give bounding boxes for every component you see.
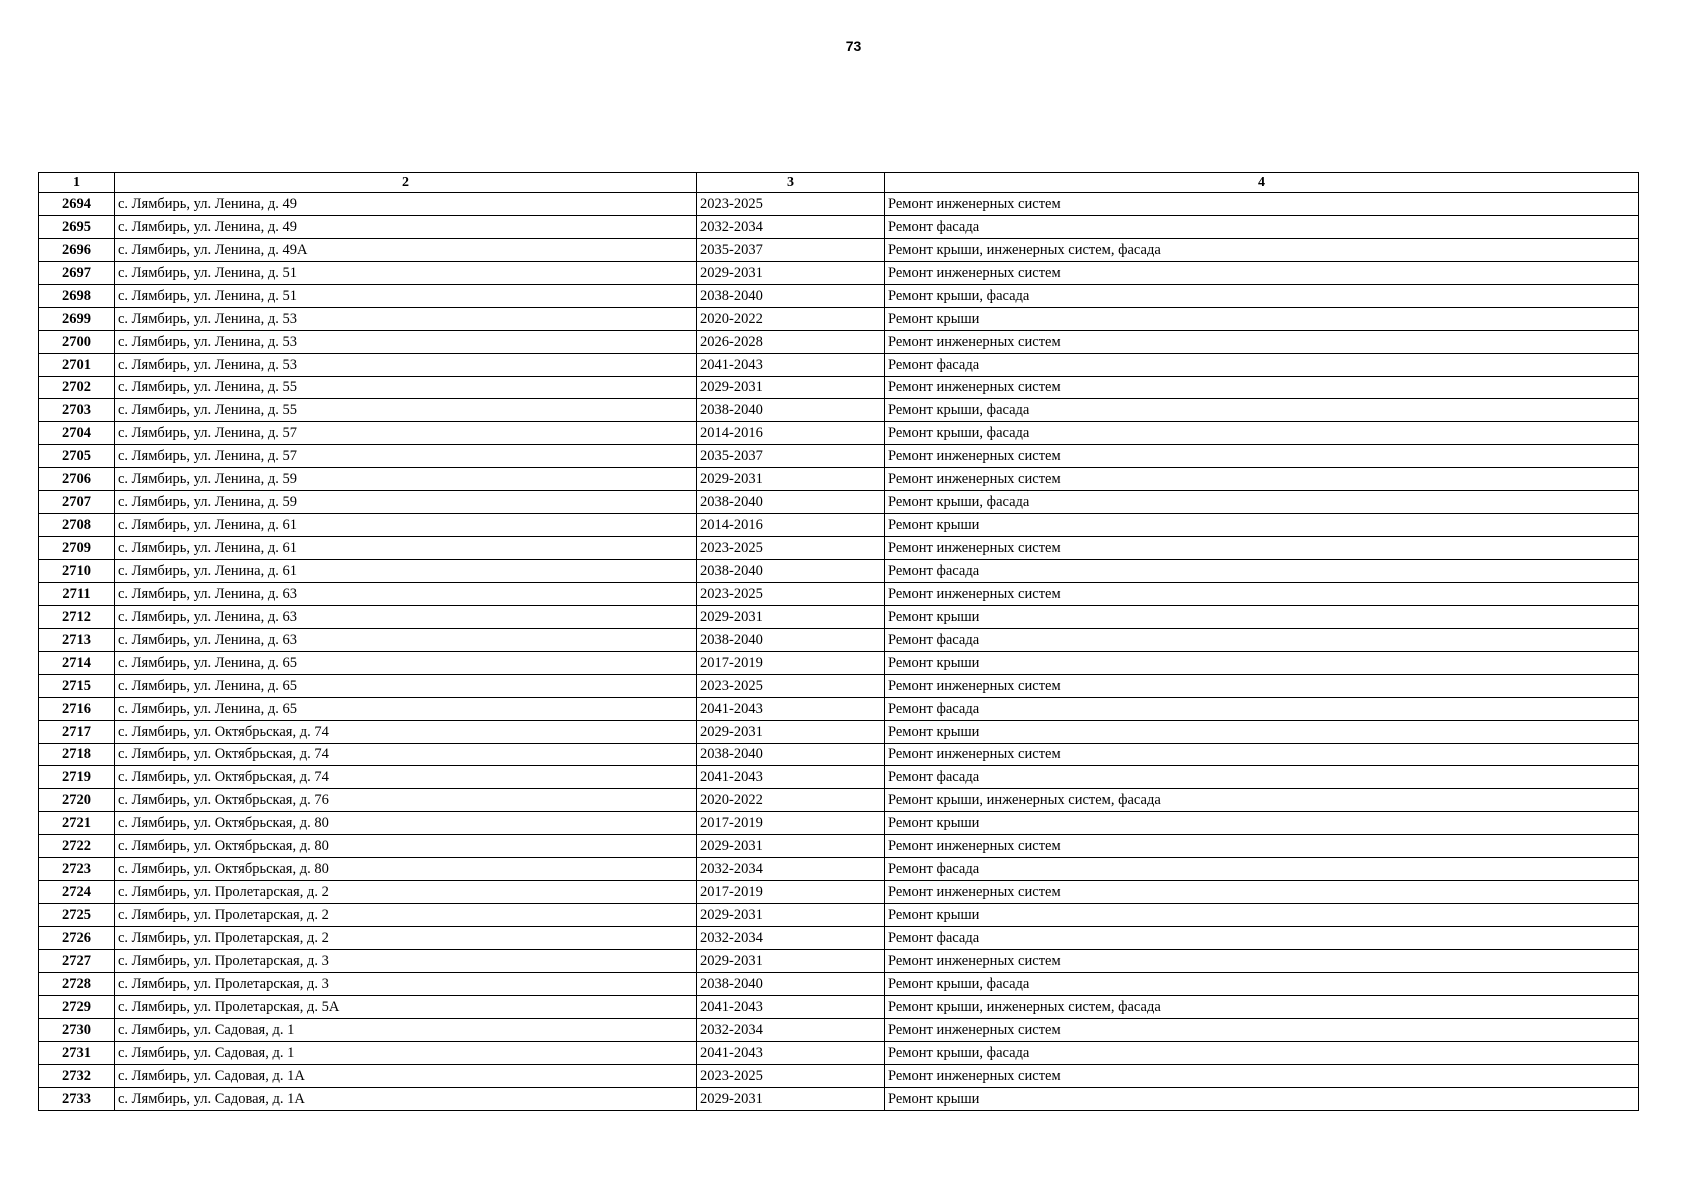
row-number: 2713 [39,628,115,651]
table-row [39,330,1639,353]
period-cell: 2029-2031 [697,468,885,491]
address-cell: с. Лямбирь, ул. Пролетарская, д. 2 [115,904,697,927]
period-cell: 2029-2031 [697,605,885,628]
work-type-cell: Ремонт инженерных систем [885,835,1639,858]
table-row [39,972,1639,995]
period-cell: 2032-2034 [697,927,885,950]
row-number: 2697 [39,261,115,284]
table-row [39,307,1639,330]
address-cell: с. Лямбирь, ул. Октябрьская, д. 80 [115,812,697,835]
row-number: 2727 [39,949,115,972]
table-row [39,193,1639,216]
row-number: 2710 [39,560,115,583]
period-cell: 2014-2016 [697,422,885,445]
work-type-cell: Ремонт крыши [885,307,1639,330]
row-number: 2730 [39,1018,115,1041]
work-type-cell: Ремонт инженерных систем [885,1064,1639,1087]
table-row [39,537,1639,560]
period-cell: 2041-2043 [697,1041,885,1064]
work-type-cell: Ремонт инженерных систем [885,376,1639,399]
period-cell: 2041-2043 [697,697,885,720]
address-cell: с. Лямбирь, ул. Ленина, д. 61 [115,560,697,583]
table-row [39,858,1639,881]
table-row [39,1064,1639,1087]
table-row [39,353,1639,376]
row-number: 2716 [39,697,115,720]
period-cell: 2038-2040 [697,628,885,651]
address-cell: с. Лямбирь, ул. Ленина, д. 59 [115,468,697,491]
table-row [39,215,1639,238]
row-number: 2717 [39,720,115,743]
row-number: 2718 [39,743,115,766]
work-type-cell: Ремонт инженерных систем [885,445,1639,468]
period-cell: 2038-2040 [697,743,885,766]
work-type-cell: Ремонт крыши, инженерных систем, фасада [885,238,1639,261]
period-cell: 2023-2025 [697,674,885,697]
period-cell: 2032-2034 [697,1018,885,1041]
period-cell: 2017-2019 [697,812,885,835]
work-type-cell: Ремонт фасада [885,628,1639,651]
work-type-cell: Ремонт крыши, инженерных систем, фасада [885,995,1639,1018]
work-type-cell: Ремонт инженерных систем [885,537,1639,560]
address-cell: с. Лямбирь, ул. Садовая, д. 1А [115,1064,697,1087]
work-type-cell: Ремонт инженерных систем [885,468,1639,491]
address-cell: с. Лямбирь, ул. Октябрьская, д. 74 [115,766,697,789]
work-type-cell: Ремонт крыши, инженерных систем, фасада [885,789,1639,812]
work-type-cell: Ремонт инженерных систем [885,743,1639,766]
address-cell: с. Лямбирь, ул. Ленина, д. 55 [115,399,697,422]
table-row [39,812,1639,835]
period-cell: 2026-2028 [697,330,885,353]
address-cell: с. Лямбирь, ул. Октябрьская, д. 74 [115,743,697,766]
header-row [39,173,1639,193]
header-col-3: 3 [697,173,885,193]
period-cell: 2029-2031 [697,1087,885,1110]
work-type-cell: Ремонт инженерных систем [885,261,1639,284]
address-cell: с. Лямбирь, ул. Октябрьская, д. 74 [115,720,697,743]
work-type-cell: Ремонт крыши [885,904,1639,927]
work-type-cell: Ремонт крыши [885,514,1639,537]
table-row [39,605,1639,628]
address-cell: с. Лямбирь, ул. Пролетарская, д. 2 [115,927,697,950]
period-cell: 2035-2037 [697,238,885,261]
work-type-cell: Ремонт крыши, фасада [885,422,1639,445]
period-cell: 2035-2037 [697,445,885,468]
row-number: 2714 [39,651,115,674]
period-cell: 2023-2025 [697,582,885,605]
work-type-cell: Ремонт крыши, фасада [885,399,1639,422]
table-row [39,766,1639,789]
work-type-cell: Ремонт крыши [885,720,1639,743]
address-cell: с. Лямбирь, ул. Ленина, д. 63 [115,628,697,651]
table-row [39,284,1639,307]
work-type-cell: Ремонт фасада [885,353,1639,376]
period-cell: 2038-2040 [697,491,885,514]
row-number: 2720 [39,789,115,812]
row-number: 2721 [39,812,115,835]
table-row [39,720,1639,743]
address-cell: с. Лямбирь, ул. Садовая, д. 1А [115,1087,697,1110]
period-cell: 2029-2031 [697,376,885,399]
registry-table [38,172,1639,1111]
address-cell: с. Лямбирь, ул. Ленина, д. 61 [115,514,697,537]
row-number: 2703 [39,399,115,422]
address-cell: с. Лямбирь, ул. Ленина, д. 65 [115,651,697,674]
table-row [39,1087,1639,1110]
table-row [39,445,1639,468]
address-cell: с. Лямбирь, ул. Ленина, д. 65 [115,697,697,720]
row-number: 2706 [39,468,115,491]
table-row [39,1018,1639,1041]
work-type-cell: Ремонт инженерных систем [885,949,1639,972]
table-row [39,582,1639,605]
table-row [39,261,1639,284]
work-type-cell: Ремонт инженерных систем [885,674,1639,697]
period-cell: 2032-2034 [697,215,885,238]
work-type-cell: Ремонт инженерных систем [885,881,1639,904]
address-cell: с. Лямбирь, ул. Пролетарская, д. 3 [115,972,697,995]
row-number: 2705 [39,445,115,468]
work-type-cell: Ремонт фасада [885,697,1639,720]
table-row [39,491,1639,514]
work-type-cell: Ремонт крыши [885,651,1639,674]
table-row [39,949,1639,972]
address-cell: с. Лямбирь, ул. Ленина, д. 51 [115,284,697,307]
address-cell: с. Лямбирь, ул. Октябрьская, д. 76 [115,789,697,812]
row-number: 2712 [39,605,115,628]
row-number: 2733 [39,1087,115,1110]
address-cell: с. Лямбирь, ул. Ленина, д. 55 [115,376,697,399]
address-cell: с. Лямбирь, ул. Октябрьская, д. 80 [115,858,697,881]
address-cell: с. Лямбирь, ул. Пролетарская, д. 3 [115,949,697,972]
row-number: 2696 [39,238,115,261]
row-number: 2702 [39,376,115,399]
work-type-cell: Ремонт фасада [885,215,1639,238]
row-number: 2724 [39,881,115,904]
period-cell: 2017-2019 [697,651,885,674]
period-cell: 2041-2043 [697,766,885,789]
table-row [39,514,1639,537]
period-cell: 2038-2040 [697,284,885,307]
period-cell: 2038-2040 [697,972,885,995]
table-row [39,835,1639,858]
row-number: 2729 [39,995,115,1018]
table-row [39,789,1639,812]
table-row [39,881,1639,904]
row-number: 2722 [39,835,115,858]
table-row [39,904,1639,927]
row-number: 2704 [39,422,115,445]
period-cell: 2041-2043 [697,353,885,376]
address-cell: с. Лямбирь, ул. Ленина, д. 53 [115,307,697,330]
table-row [39,376,1639,399]
work-type-cell: Ремонт крыши, фасада [885,1041,1639,1064]
table-row [39,927,1639,950]
period-cell: 2038-2040 [697,399,885,422]
table-row [39,674,1639,697]
header-col-1: 1 [39,173,115,193]
period-cell: 2029-2031 [697,720,885,743]
work-type-cell: Ремонт фасада [885,766,1639,789]
row-number: 2732 [39,1064,115,1087]
row-number: 2700 [39,330,115,353]
period-cell: 2017-2019 [697,881,885,904]
period-cell: 2029-2031 [697,835,885,858]
row-number: 2701 [39,353,115,376]
period-cell: 2029-2031 [697,261,885,284]
work-type-cell: Ремонт крыши [885,605,1639,628]
period-cell: 2032-2034 [697,858,885,881]
table-row [39,560,1639,583]
table-row [39,238,1639,261]
table-row [39,651,1639,674]
row-number: 2698 [39,284,115,307]
period-cell: 2020-2022 [697,789,885,812]
period-cell: 2023-2025 [697,193,885,216]
address-cell: с. Лямбирь, ул. Садовая, д. 1 [115,1041,697,1064]
period-cell: 2029-2031 [697,904,885,927]
address-cell: с. Лямбирь, ул. Ленина, д. 53 [115,330,697,353]
address-cell: с. Лямбирь, ул. Ленина, д. 53 [115,353,697,376]
row-number: 2695 [39,215,115,238]
row-number: 2708 [39,514,115,537]
address-cell: с. Лямбирь, ул. Ленина, д. 61 [115,537,697,560]
table-row [39,399,1639,422]
row-number: 2723 [39,858,115,881]
period-cell: 2020-2022 [697,307,885,330]
address-cell: с. Лямбирь, ул. Ленина, д. 49 [115,215,697,238]
table-row [39,995,1639,1018]
work-type-cell: Ремонт крыши, фасада [885,284,1639,307]
address-cell: с. Лямбирь, ул. Садовая, д. 1 [115,1018,697,1041]
row-number: 2731 [39,1041,115,1064]
work-type-cell: Ремонт инженерных систем [885,193,1639,216]
work-type-cell: Ремонт инженерных систем [885,582,1639,605]
row-number: 2694 [39,193,115,216]
row-number: 2726 [39,927,115,950]
table-row [39,1041,1639,1064]
row-number: 2699 [39,307,115,330]
table-row [39,422,1639,445]
work-type-cell: Ремонт крыши [885,812,1639,835]
period-cell: 2041-2043 [697,995,885,1018]
address-cell: с. Лямбирь, ул. Ленина, д. 57 [115,422,697,445]
table-row [39,697,1639,720]
period-cell: 2023-2025 [697,537,885,560]
page-number: 73 [845,38,862,54]
address-cell: с. Лямбирь, ул. Ленина, д. 49А [115,238,697,261]
address-cell: с. Лямбирь, ул. Ленина, д. 65 [115,674,697,697]
row-number: 2711 [39,582,115,605]
address-cell: с. Лямбирь, ул. Октябрьская, д. 80 [115,835,697,858]
work-type-cell: Ремонт фасада [885,560,1639,583]
row-number: 2709 [39,537,115,560]
work-type-cell: Ремонт фасада [885,858,1639,881]
header-col-2: 2 [115,173,697,193]
row-number: 2725 [39,904,115,927]
row-number: 2719 [39,766,115,789]
address-cell: с. Лямбирь, ул. Ленина, д. 63 [115,582,697,605]
row-number: 2715 [39,674,115,697]
period-cell: 2029-2031 [697,949,885,972]
period-cell: 2023-2025 [697,1064,885,1087]
table-row [39,468,1639,491]
table-row [39,628,1639,651]
address-cell: с. Лямбирь, ул. Ленина, д. 63 [115,605,697,628]
address-cell: с. Лямбирь, ул. Ленина, д. 49 [115,193,697,216]
work-type-cell: Ремонт инженерных систем [885,1018,1639,1041]
period-cell: 2014-2016 [697,514,885,537]
period-cell: 2038-2040 [697,560,885,583]
work-type-cell: Ремонт крыши, фасада [885,972,1639,995]
row-number: 2728 [39,972,115,995]
address-cell: с. Лямбирь, ул. Ленина, д. 59 [115,491,697,514]
table-body [39,193,1639,1111]
work-type-cell: Ремонт крыши, фасада [885,491,1639,514]
header-col-4: 4 [885,173,1639,193]
work-type-cell: Ремонт инженерных систем [885,330,1639,353]
address-cell: с. Лямбирь, ул. Пролетарская, д. 5А [115,995,697,1018]
work-type-cell: Ремонт фасада [885,927,1639,950]
row-number: 2707 [39,491,115,514]
work-type-cell: Ремонт крыши [885,1087,1639,1110]
address-cell: с. Лямбирь, ул. Ленина, д. 51 [115,261,697,284]
address-cell: с. Лямбирь, ул. Ленина, д. 57 [115,445,697,468]
registry-table-container [38,172,1638,1111]
address-cell: с. Лямбирь, ул. Пролетарская, д. 2 [115,881,697,904]
table-row [39,743,1639,766]
